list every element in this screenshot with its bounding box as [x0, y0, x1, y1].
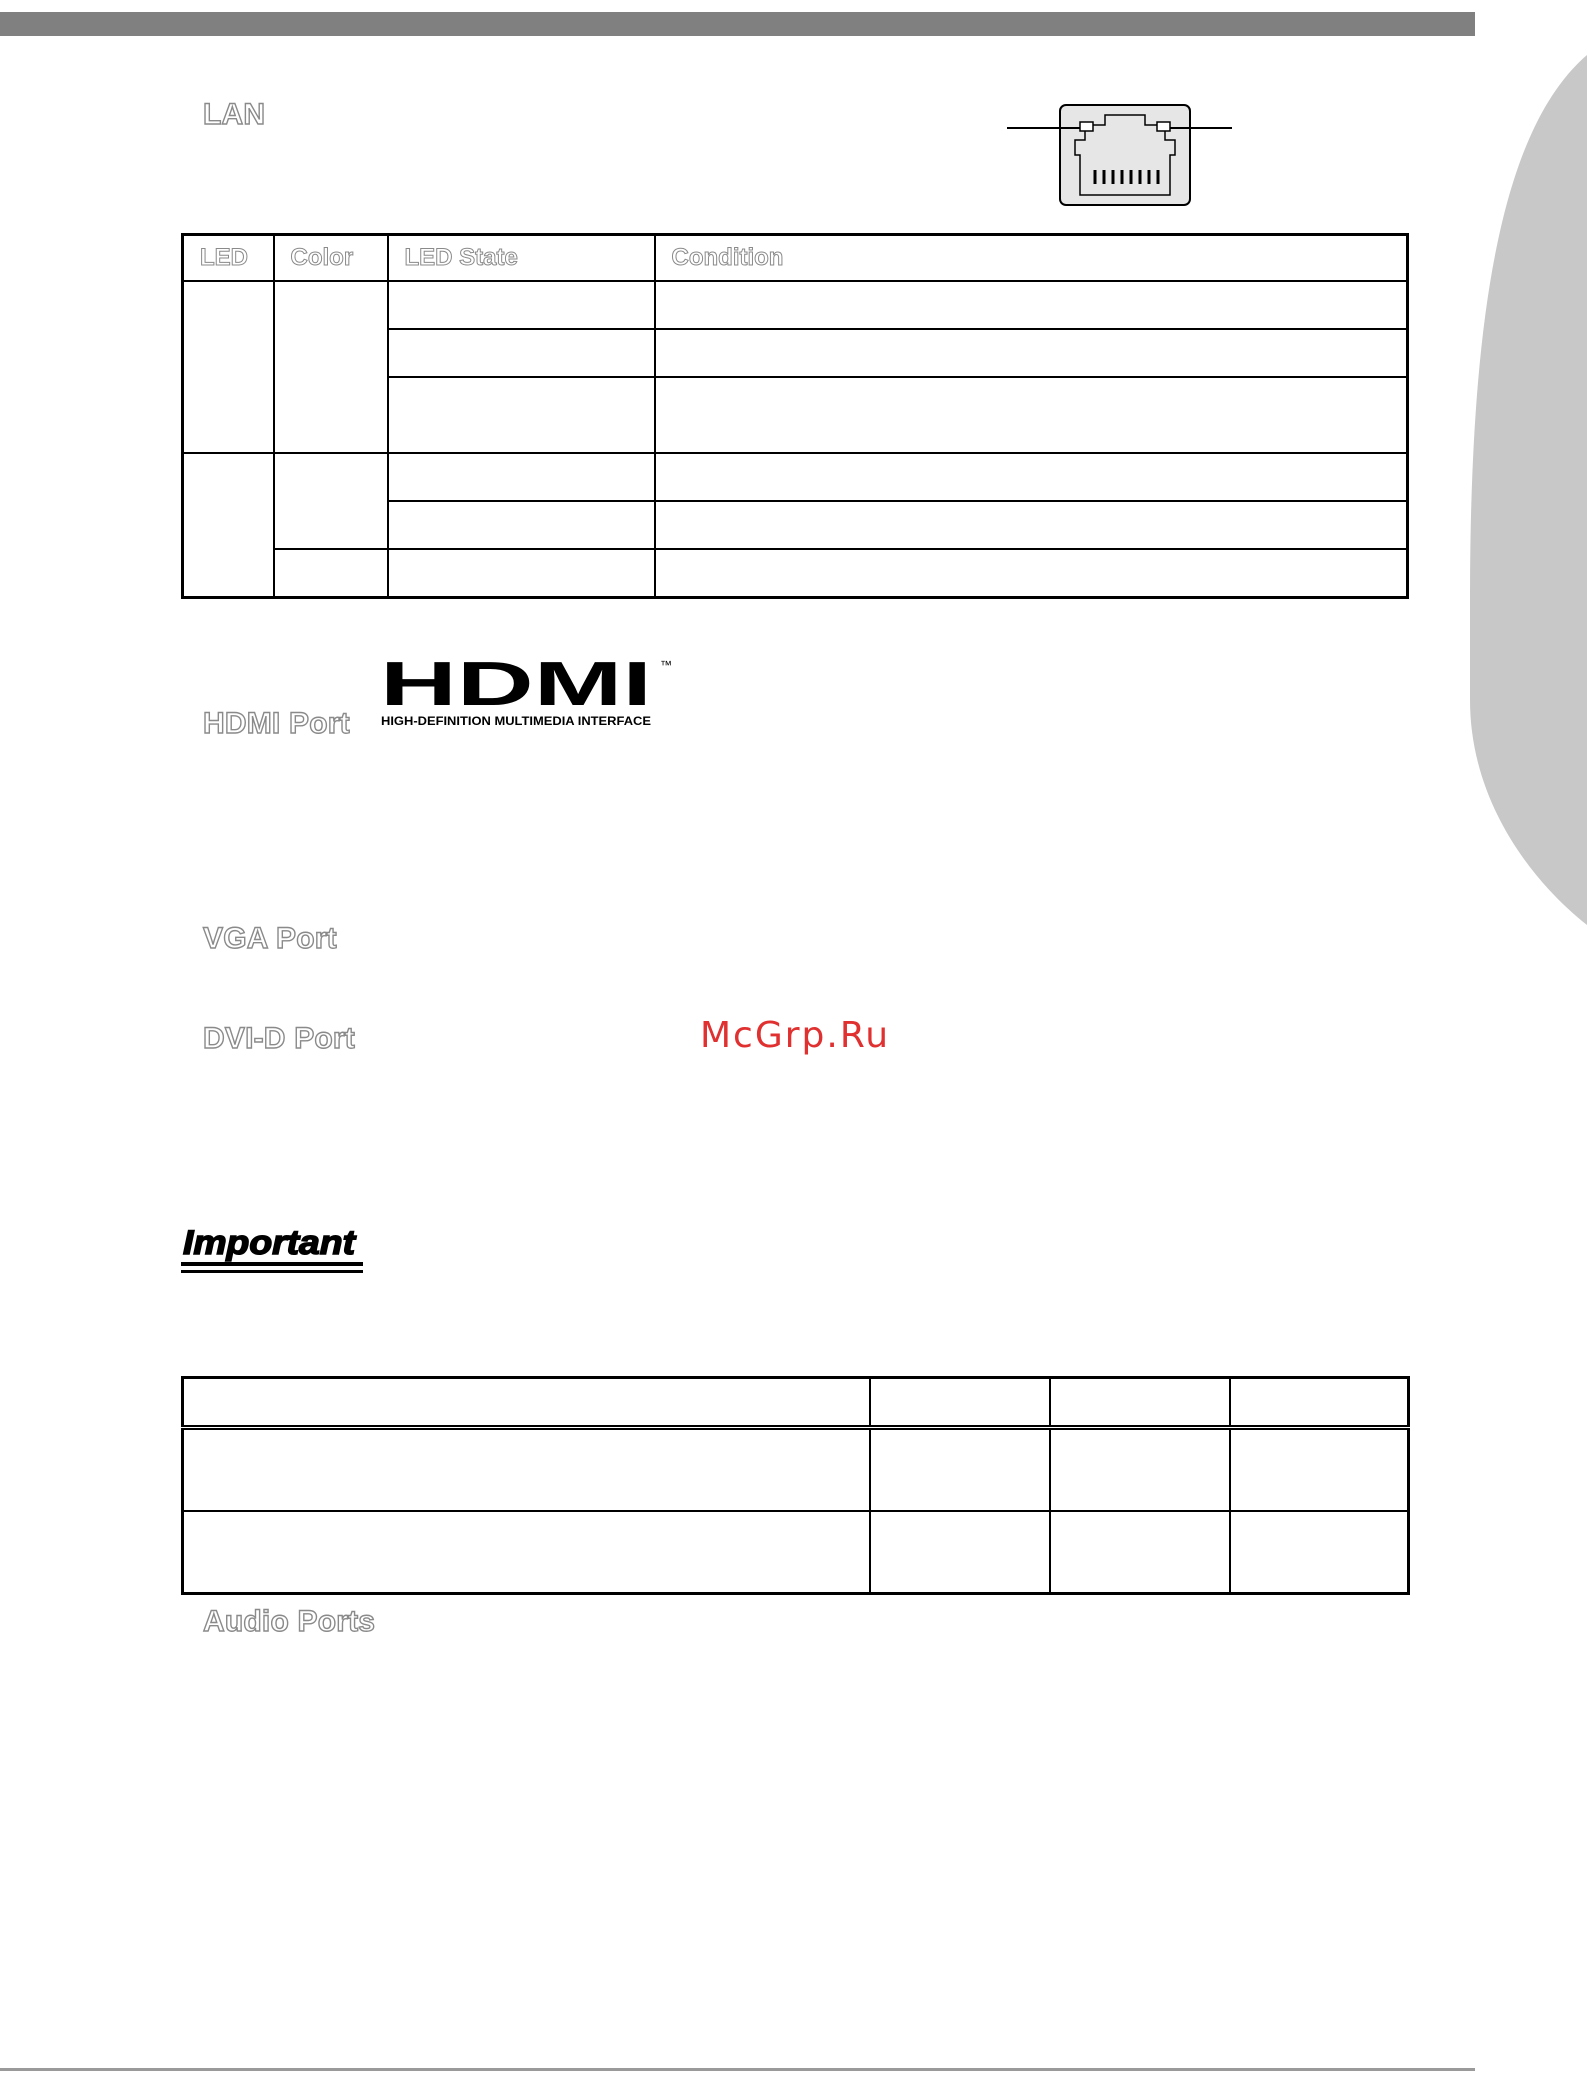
lan-heading: LAN — [203, 98, 266, 131]
table-cell — [655, 281, 1408, 329]
watermark: McGrp.Ru — [700, 1015, 891, 1056]
col-led-state: LED State — [388, 235, 655, 282]
lan-led-table — [181, 233, 1409, 599]
table-cell — [655, 377, 1408, 453]
table-cell — [1050, 1511, 1230, 1594]
important-text: Important — [183, 1224, 357, 1262]
table-cell — [1050, 1378, 1230, 1428]
table-cell — [183, 453, 274, 598]
table-cell — [388, 453, 655, 501]
table-cell — [388, 281, 655, 329]
table-cell — [388, 329, 655, 377]
table-cell — [1050, 1428, 1230, 1512]
table-cell — [1230, 1428, 1409, 1512]
col-condition: Condition — [655, 235, 1408, 282]
hdmi-tagline: HIGH-DEFINITION MULTIMEDIA INTERFACE — [381, 716, 652, 728]
table-cell — [870, 1428, 1050, 1512]
table-row — [183, 549, 1408, 598]
hdmi-port-heading: HDMI Port — [203, 707, 350, 740]
table-row — [183, 1378, 1409, 1428]
lan-jack-diagram — [1005, 100, 1235, 210]
table-row — [183, 1428, 1409, 1512]
table-cell — [1230, 1511, 1409, 1594]
col-led: LED — [183, 235, 274, 282]
header-bar — [0, 12, 1475, 36]
table-cell — [183, 1511, 870, 1594]
chapter-side-tab — [1470, 0, 1587, 2074]
table-cell — [183, 1378, 870, 1428]
dvi-d-port-heading: DVI-D Port — [203, 1022, 355, 1055]
table-cell — [388, 377, 655, 453]
table-row — [183, 281, 1408, 329]
trademark-symbol: ™ — [660, 658, 672, 672]
footer-rule — [0, 2068, 1475, 2071]
important-label — [181, 1218, 363, 1278]
table-cell — [183, 281, 274, 453]
table-cell — [183, 1428, 870, 1512]
table-cell — [274, 549, 388, 598]
table-cell — [274, 281, 388, 453]
audio-ports-heading: Audio Ports — [203, 1605, 376, 1638]
hdmi-logo — [380, 655, 680, 731]
vga-port-heading: VGA Port — [203, 922, 337, 955]
table-cell — [870, 1378, 1050, 1428]
table-cell — [274, 453, 388, 549]
table-cell — [1230, 1378, 1409, 1428]
table-cell — [655, 453, 1408, 501]
table-cell — [655, 549, 1408, 598]
table-row — [183, 1511, 1409, 1594]
col-color: Color — [274, 235, 388, 282]
hdmi-wordmark: HDMI — [380, 655, 652, 719]
table-row — [183, 453, 1408, 501]
table-cell — [388, 501, 655, 549]
table-cell — [655, 501, 1408, 549]
table-cell — [870, 1511, 1050, 1594]
table-cell — [655, 329, 1408, 377]
display-table — [181, 1376, 1410, 1595]
table-cell — [388, 549, 655, 598]
